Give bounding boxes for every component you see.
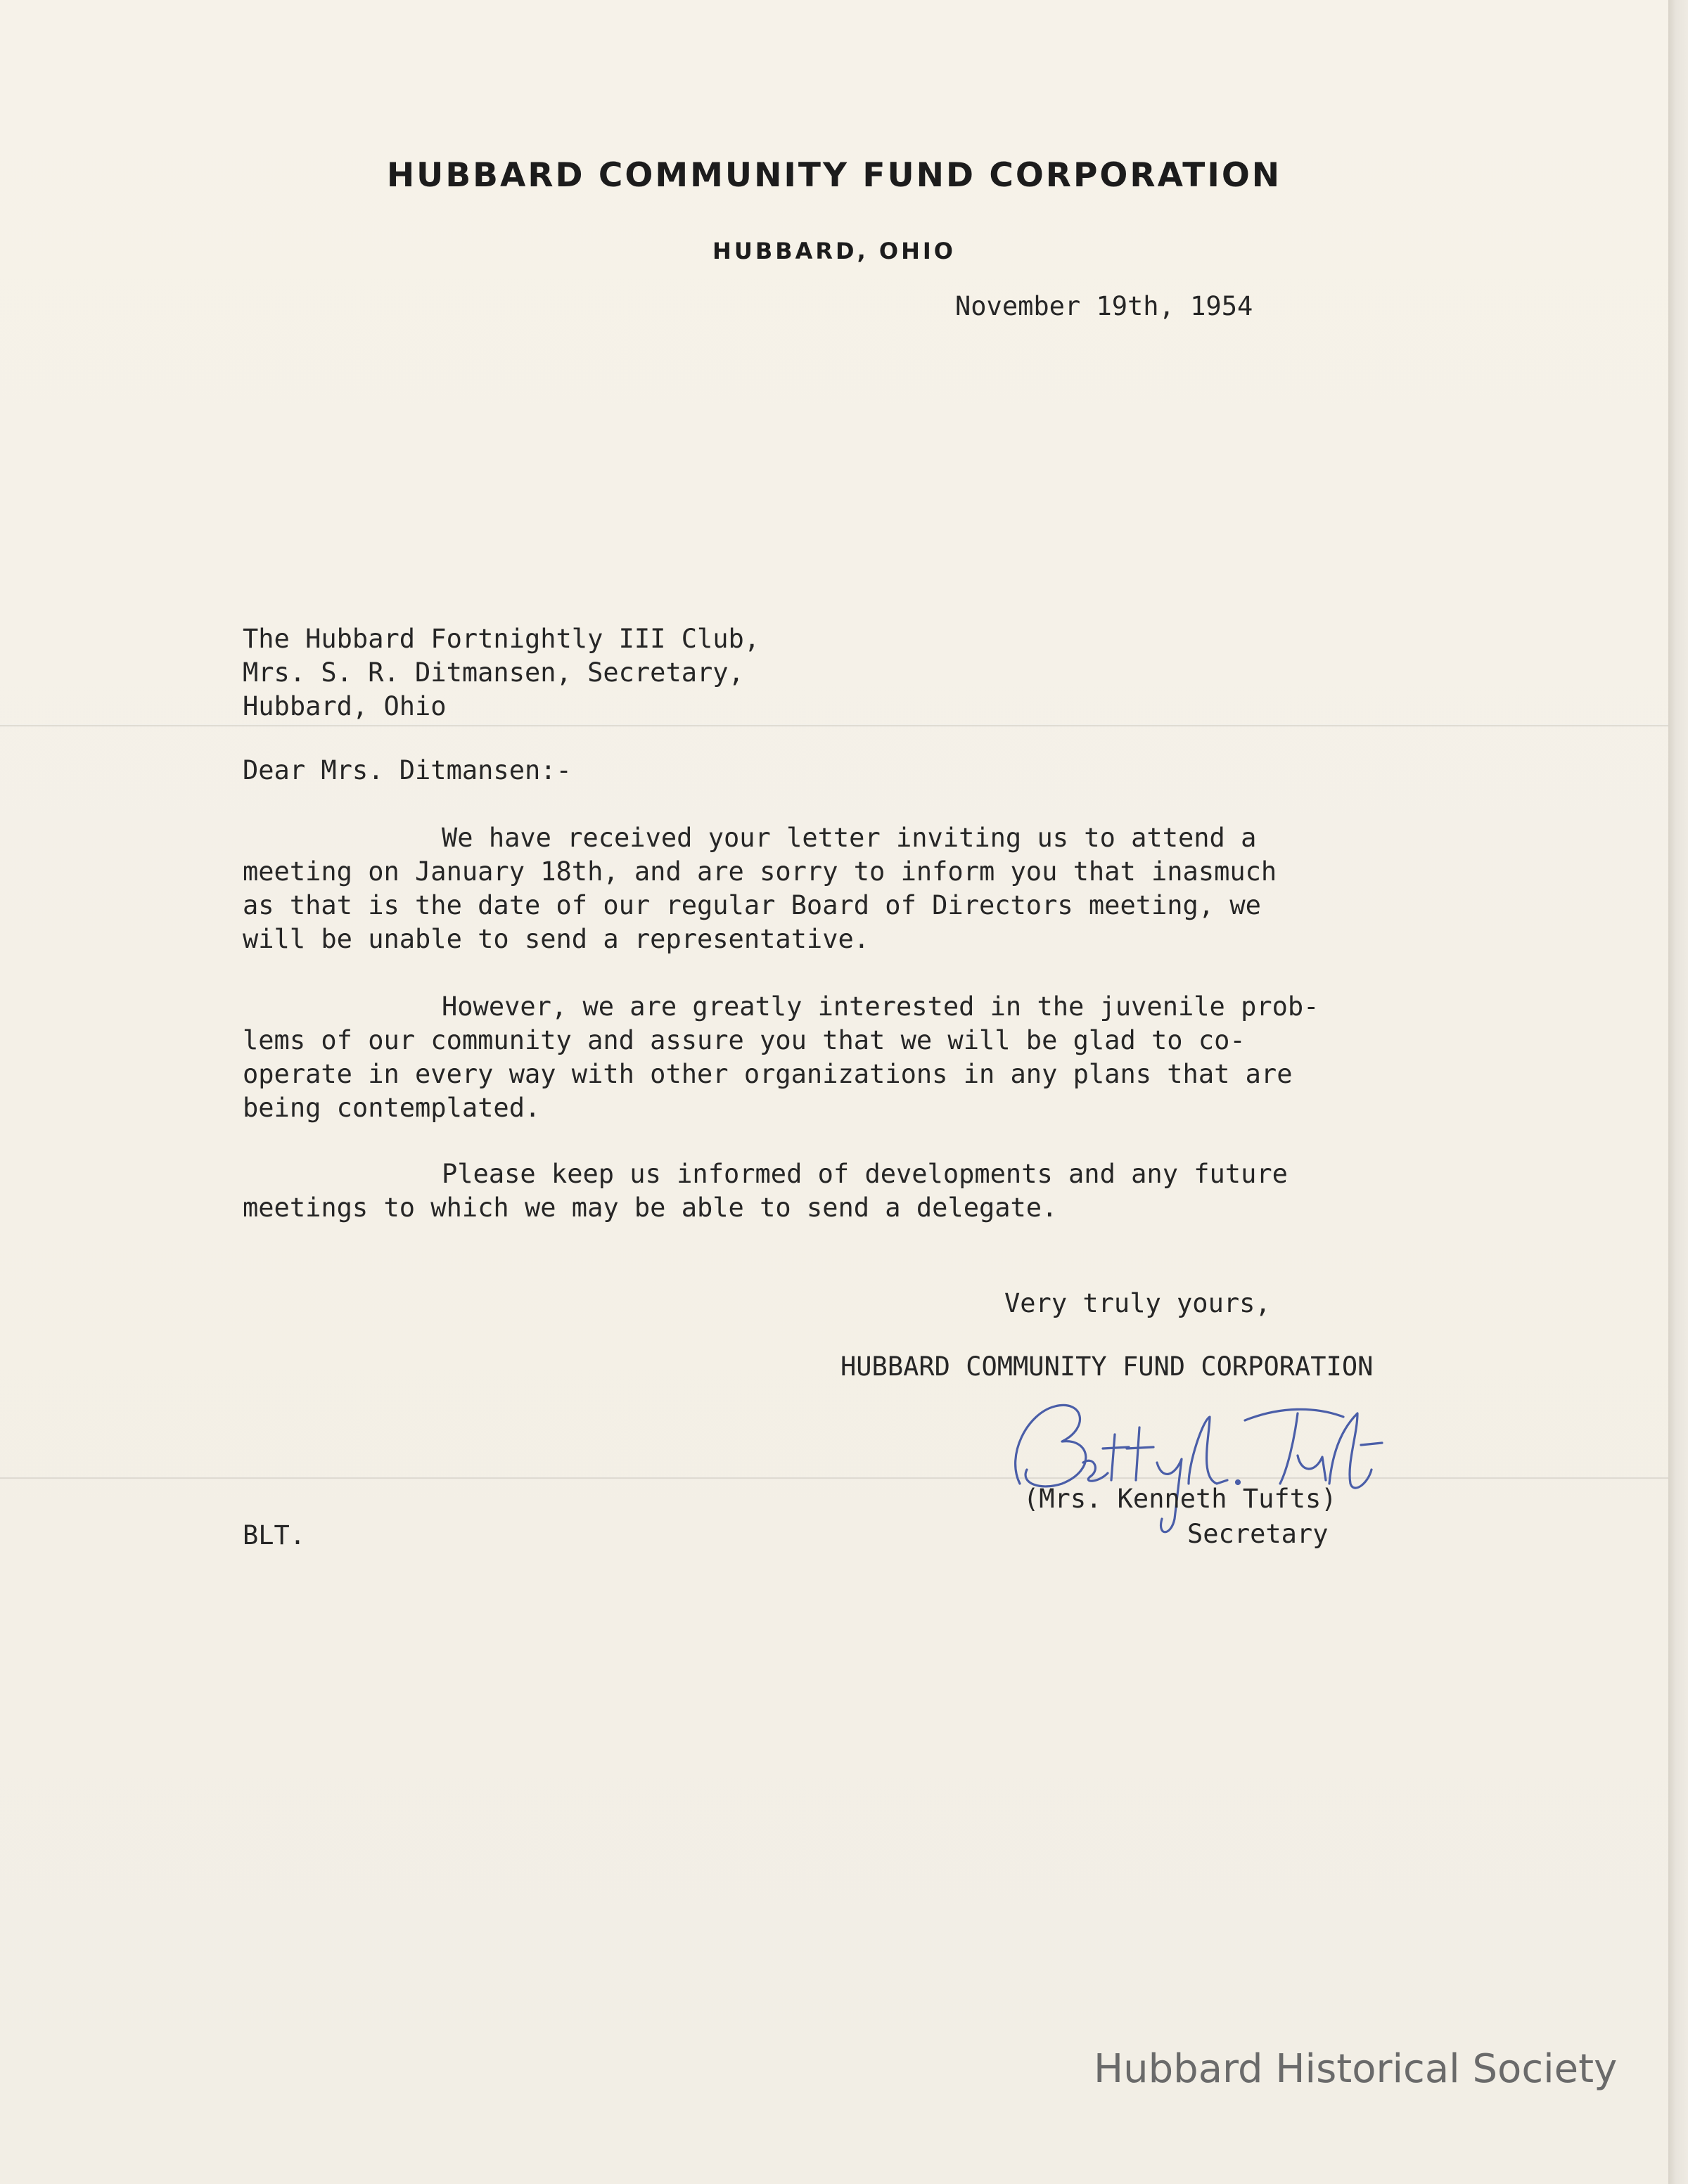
body-paragraph-line: being contemplated. bbox=[243, 1093, 541, 1123]
letterhead-city: HUBBARD, OHIO bbox=[712, 238, 956, 264]
scan-border bbox=[1668, 0, 1688, 2184]
archive-watermark: Hubbard Historical Society bbox=[1094, 2046, 1618, 2092]
body-paragraph-line: will be unable to send a representative. bbox=[243, 924, 870, 954]
body-paragraph-line: meeting on January 18th, and are sorry to inform you that inasmuch bbox=[243, 856, 1277, 887]
body-paragraph-line: as that is the date of our regular Board of Directors meeting, we bbox=[243, 890, 1261, 920]
complimentary-close: Very truly yours, bbox=[1004, 1288, 1271, 1318]
reference-initials: BLT. bbox=[243, 1520, 306, 1550]
paper-fold-crease bbox=[0, 1477, 1668, 1479]
body-paragraph-line: lems of our community and assure you that we will be glad to co- bbox=[243, 1025, 1246, 1055]
body-paragraph-line: We have received your letter inviting us to attend a bbox=[442, 823, 1257, 853]
address-line: Hubbard, Ohio bbox=[243, 691, 447, 721]
signer-title: Secretary bbox=[1187, 1519, 1329, 1549]
letter-date: November 19th, 1954 bbox=[955, 291, 1253, 321]
paper-fold-crease bbox=[0, 724, 1668, 727]
address-line: The Hubbard Fortnightly III Club, bbox=[243, 624, 760, 654]
closing-organization: HUBBARD COMMUNITY FUND CORPORATION bbox=[840, 1351, 1374, 1382]
body-paragraph-line: meetings to which we may be able to send a delegate. bbox=[243, 1193, 1058, 1223]
body-paragraph-line: However, we are greatly interested in the juvenile prob- bbox=[442, 991, 1319, 1022]
letterhead-organization: HUBBARD COMMUNITY FUND CORPORATION bbox=[386, 156, 1282, 195]
body-paragraph-line: Please keep us informed of developments and any future bbox=[442, 1159, 1288, 1189]
salutation: Dear Mrs. Ditmansen:- bbox=[243, 755, 572, 785]
body-paragraph-line: operate in every way with other organizations in any plans that are bbox=[243, 1059, 1293, 1089]
signer-name: (Mrs. Kenneth Tufts) bbox=[1023, 1484, 1337, 1514]
address-line: Mrs. S. R. Ditmansen, Secretary, bbox=[243, 657, 744, 688]
